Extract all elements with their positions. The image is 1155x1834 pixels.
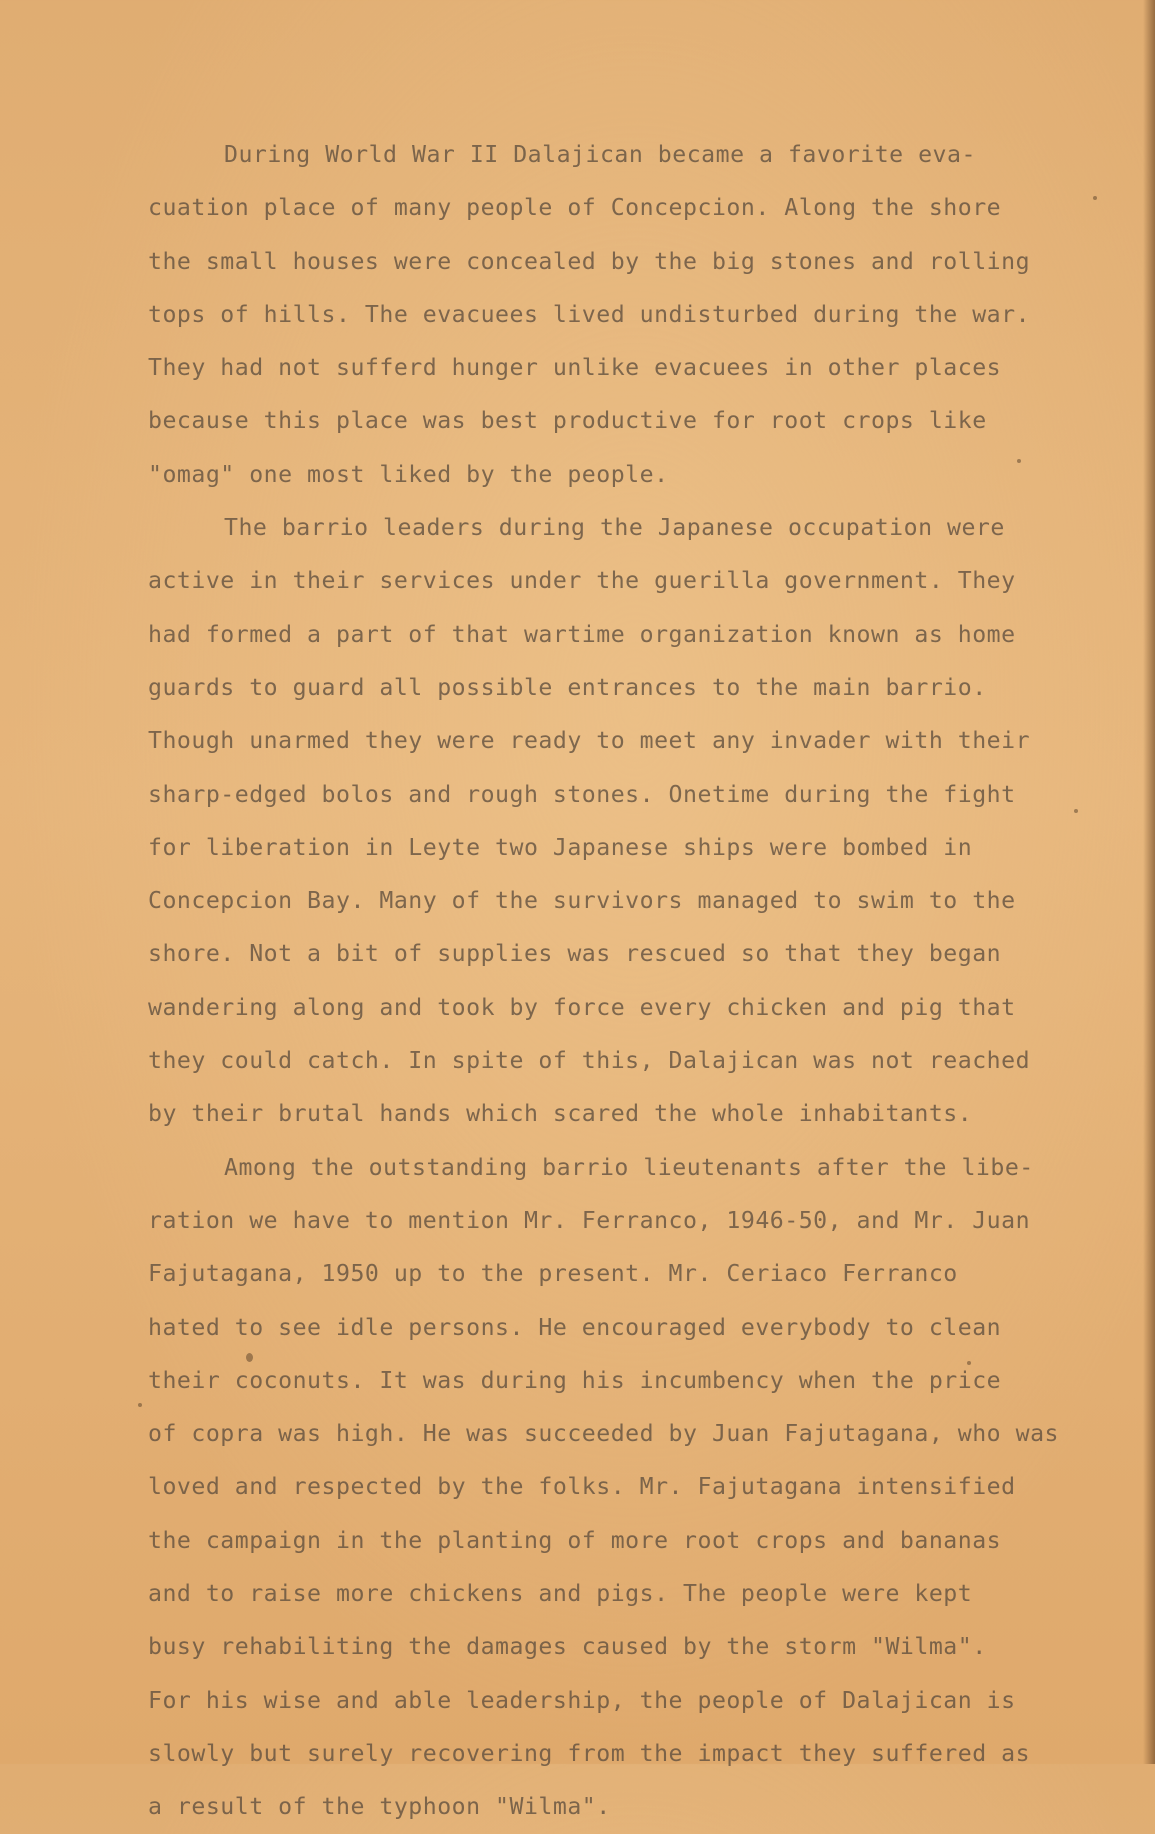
text-line: because this place was best productive for root crops like bbox=[148, 407, 987, 435]
text-line: Fajutagana, 1950 up to the present. Mr. Ceriaco Ferranco bbox=[148, 1260, 958, 1288]
text-line: hated to see idle persons. He encouraged everybody to clean bbox=[148, 1313, 1002, 1341]
text-line: They had not sufferd hunger unlike evacuees in other places bbox=[148, 354, 1002, 382]
ink-speck bbox=[138, 1403, 142, 1407]
text-line: "omag" one most liked by the people. bbox=[148, 460, 669, 488]
text-line: Though unarmed they were ready to meet any invader with their bbox=[148, 727, 1031, 755]
text-line: The barrio leaders during the Japanese occupation were bbox=[224, 514, 1005, 542]
text-line: slowly but surely recovering from the impact they suffered as bbox=[148, 1739, 1031, 1767]
text-line: shore. Not a bit of supplies was rescued so that they began bbox=[148, 940, 1002, 968]
text-line: sharp-edged bolos and rough stones. Onetime during the fight bbox=[148, 780, 1016, 808]
text-line: by their brutal hands which scared the whole inhabitants. bbox=[148, 1100, 973, 1128]
text-line: Among the outstanding barrio lieutenants after the libe- bbox=[224, 1153, 1034, 1181]
text-line: and to raise more chickens and pigs. The people were kept bbox=[148, 1580, 973, 1608]
text-line: for liberation in Leyte two Japanese ships were bombed in bbox=[148, 833, 973, 861]
text-line: the small houses were concealed by the big stones and rolling bbox=[148, 247, 1031, 275]
text-line: guards to guard all possible entrances to the main barrio. bbox=[148, 673, 987, 701]
text-line: busy rehabiliting the damages caused by the storm "Wilma". bbox=[148, 1633, 987, 1661]
typed-document bbox=[148, 128, 1123, 1834]
text-line: wandering along and took by force every chicken and pig that bbox=[148, 993, 1016, 1021]
text-line: Concepcion Bay. Many of the survivors managed to swim to the bbox=[148, 887, 1016, 915]
text-line: loved and respected by the folks. Mr. Fajutagana intensified bbox=[148, 1473, 1016, 1501]
text-line: During World War II Dalajican became a favorite eva- bbox=[224, 141, 976, 168]
text-line: active in their services under the guerilla government. They bbox=[148, 567, 1016, 595]
text-line: ration we have to mention Mr. Ferranco, 1946-50, and Mr. Juan bbox=[148, 1206, 1031, 1234]
text-line: For his wise and able leadership, the people of Dalajican is bbox=[148, 1686, 1016, 1714]
text-line: a result of the typhoon "Wilma". bbox=[148, 1793, 611, 1821]
text-line: they could catch. In spite of this, Dalajican was not reached bbox=[148, 1047, 1031, 1075]
page-edge-shadow bbox=[1143, 0, 1155, 1764]
text-line: the campaign in the planting of more root crops and bananas bbox=[148, 1526, 1002, 1554]
text-line: their coconuts. It was during his incumbency when the price bbox=[148, 1366, 1002, 1394]
text-line: cuation place of many people of Concepcion. Along the shore bbox=[148, 194, 1002, 222]
text-line: of copra was high. He was succeeded by Juan Fajutagana, who was bbox=[148, 1420, 1059, 1448]
text-line: tops of hills. The evacuees lived undisturbed during the war. bbox=[148, 300, 1031, 328]
text-line: had formed a part of that wartime organization known as home bbox=[148, 620, 1016, 648]
